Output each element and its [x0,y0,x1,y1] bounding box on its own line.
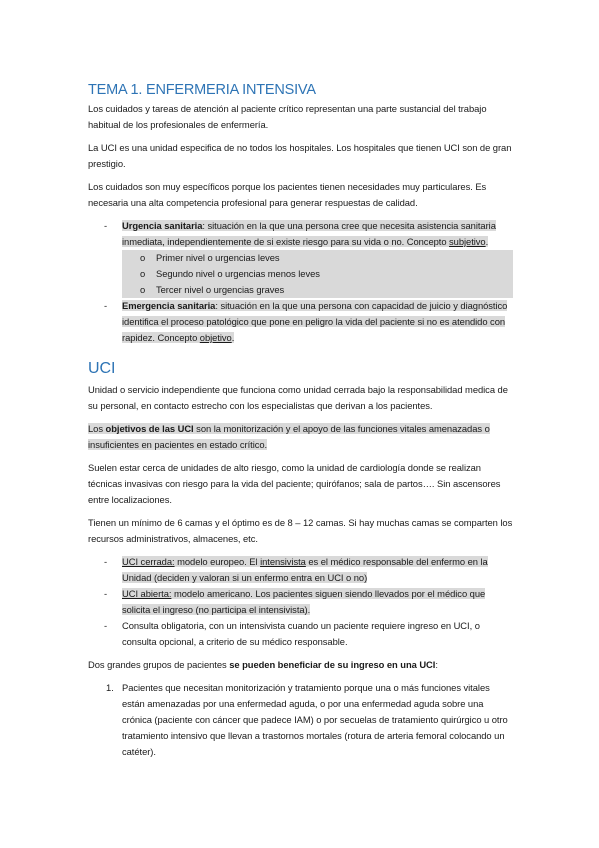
highlighted-text: Emergencia sanitaria: situación en la que una persona con capacidad de juicio y diagnóstico identifica el proceso patológico que pone en peligro la vida del paciente si no es atendido con rapidez. Concepto objetivo. [122,300,508,343]
concept-objetivo: objetivo [199,332,232,343]
list-item-group-1: 1. Pacientes que necesitan monitorización y tratamiento porque una o más funciones vitales están amenazadas por una enfermedad aguda, o por una enfermedad aguda sobre una crónica (paciente con cáncer que padece IAM) o por secuelas de tratamiento quirúrgico u otro tratamiento intensivo que llevan a trastornos mortales (rotura de arteria femoral colocando un catéter). [106,682,508,757]
paragraph-ubicacion: Suelen estar cerca de unidades de alto riesgo, como la unidad de cardiología donde se realizan técnicas invasivas con riesgo para la vida del paciente; quirófanos; sala de partos…. Sin ascensores entre localizaciones. [88,462,501,505]
paragraph-camas: Tienen un mínimo de 6 camas y el óptimo es de 8 – 12 camas. Si hay muchas camas se comparten los recursos administrativos, almacenes, etc. [88,517,513,544]
term-urgencia: Urgencia sanitaria [122,220,203,231]
term-emergencia: Emergencia sanitaria [122,300,216,311]
highlighted-text: UCI cerrada: modelo europeo. El intensivista es el médico responsable del enfermo en la Unidad (deciden y valoran si un enfermo entra en UCI o no) [122,556,488,583]
paragraph-cuidados: Los cuidados son muy específicos porque los pacientes tienen necesidades muy particulares. Es necesaria una alta competencia profesional para generar respuestas de calidad. [88,181,487,208]
paragraph-uci-hospitales: La UCI es una unidad especifica de no todos los hospitales. Los hospitales que tienen UCI son de gran prestigio. [88,142,512,169]
concept-subjetivo: subjetivo [449,236,486,247]
urgency-levels-list [122,250,513,298]
list-item: o Segundo nivel o urgencias menos leves [122,266,513,282]
patient-groups-list [88,680,513,760]
definitions-list [88,218,513,346]
section-heading-uci: UCI [88,360,116,377]
list-item-urgencia [88,218,513,298]
uci-models-list [88,554,513,650]
paragraph-grupos: Dos grandes grupos de pacientes se pueden beneficiar de su ingreso en una UCI: [88,659,438,670]
highlighted-text: Los objetivos de las UCI son la monitorización y el apoyo de las funciones vitales amenazadas o insuficientes en pacientes en estado crítico. [88,423,490,450]
list-item-emergencia [88,298,513,346]
paragraph-intro: Los cuidados y tareas de atención al paciente crítico representan una parte sustancial del trabajo habitual de los profesionales de enfermería. [88,103,487,130]
list-item: o Primer nivel o urgencias leves [122,250,513,266]
list-item-uci-abierta [88,586,513,618]
page-title: TEMA 1. ENFERMERIA INTENSIVA [88,82,316,98]
highlighted-text: Urgencia sanitaria: situación en la que una persona cree que necesita asistencia sanitaria inmediata, independientemente de si existe riesgo para su vida o no. Concepto subjetivo. [122,220,496,247]
paragraph-uci-definition: Unidad o servicio independiente que funciona como unidad cerrada bajo la responsabilidad medica de su personal, en contacto estrecho con los especialistas que derivan a los pacientes. [88,384,508,411]
list-item-consulta: - Consulta obligatoria, con un intensivista cuando un paciente requiere ingreso en UCI, o consulta opcional, a criterio de su médico responsable. [88,618,513,650]
list-item-uci-cerrada [88,554,513,586]
list-item: o Tercer nivel o urgencias graves [122,282,513,298]
list-number: 1. [106,682,114,693]
paragraph-objetivos [88,421,513,453]
highlighted-text: UCI abierta: modelo americano. Los pacientes siguen siendo llevados por el médico que solicita el ingreso (no participa el intensivista). [122,588,486,615]
